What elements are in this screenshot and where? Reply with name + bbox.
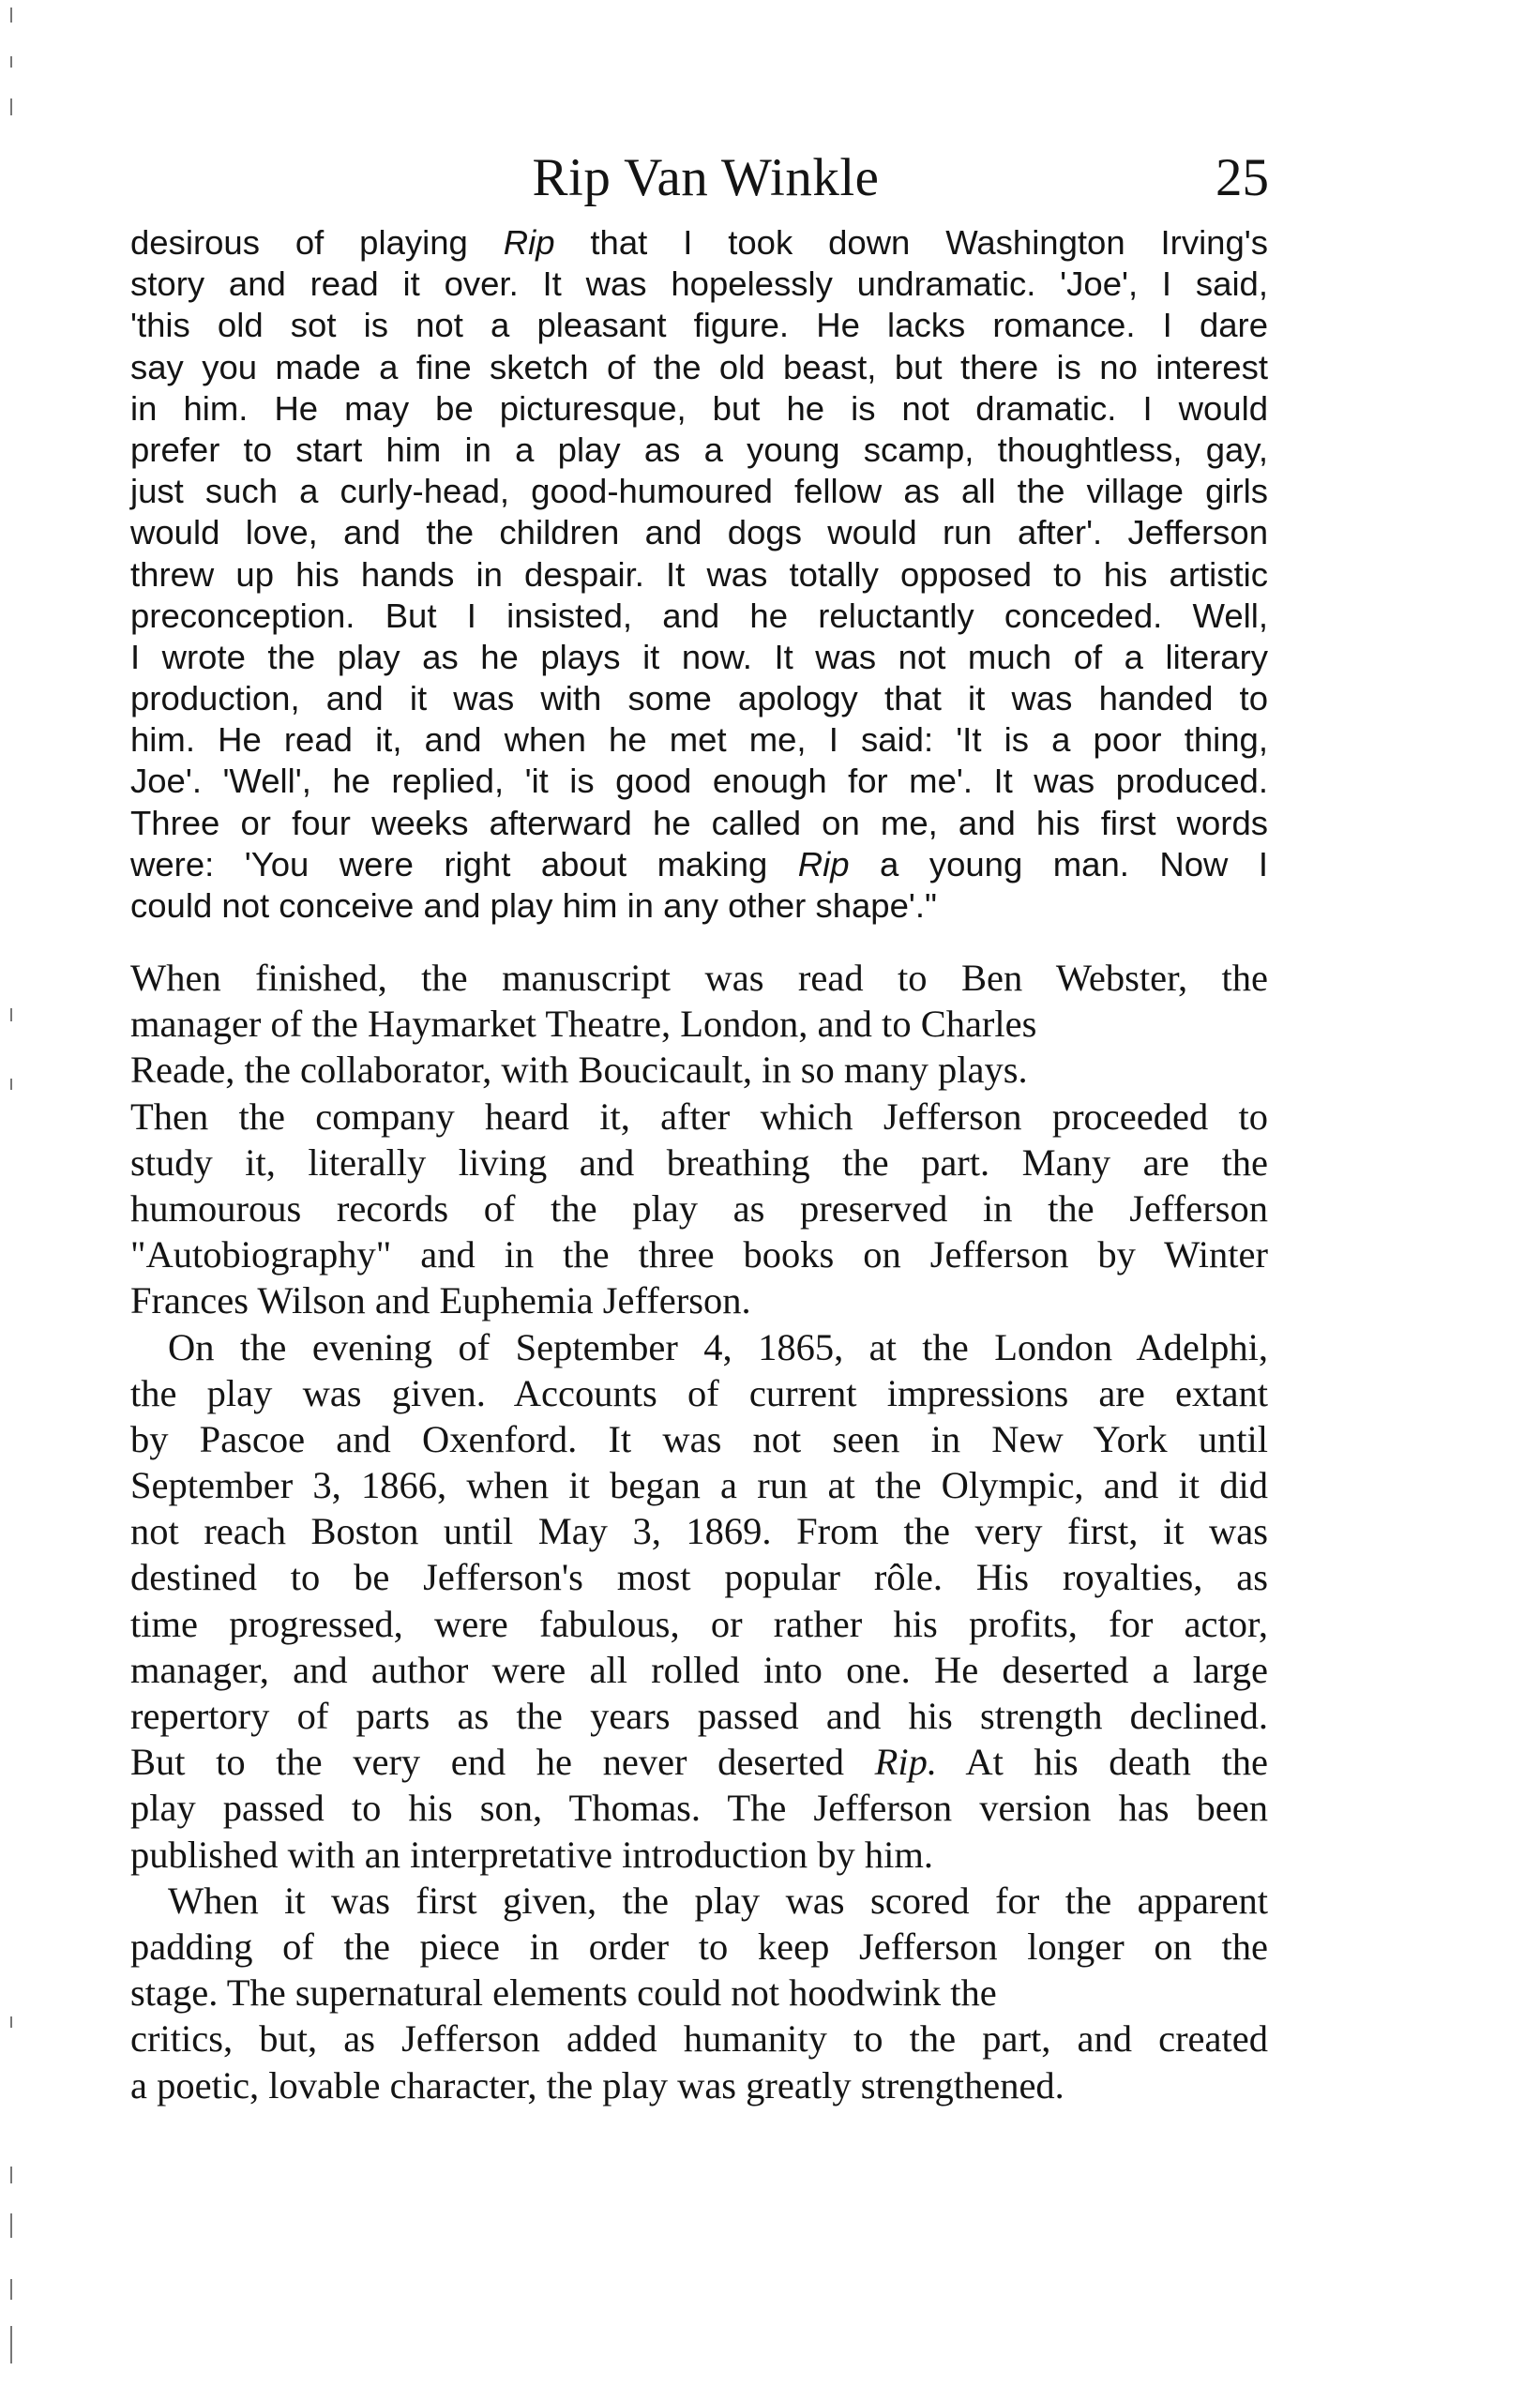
text-line: Three or four weeks afterward he called on me, and his first words [130, 803, 1268, 842]
text-line: preconception. But I insisted, and he reluctantly conceded. Well, [130, 596, 1268, 635]
text-line: "Autobiography" and in the three books on Jefferson by Winter [130, 1233, 1268, 1276]
italic-title: Rip. [874, 1741, 937, 1784]
scan-artifact [10, 2167, 12, 2183]
text-line: manager of the Haymarket Theatre, London, and to Charles [130, 1003, 1037, 1046]
text-line: just such a curly-head, good-humoured fellow as all the village girls [130, 472, 1268, 511]
scan-artifact [10, 1008, 12, 1021]
text-line: When finished, the manuscript was read to Ben Webster, the [130, 957, 1268, 999]
text-line: But to the very end he never deserted Rip. At his death the [130, 1741, 1268, 1784]
text-line: Frances Wilson and Euphemia Jefferson. [130, 1279, 751, 1322]
text-line: production, and it was with some apology that it was handed to [130, 679, 1268, 718]
text-line: time progressed, were fabulous, or rather his profits, for actor, [130, 1602, 1268, 1645]
text-line: would love, and the children and dogs would run after'. Jefferson [130, 513, 1268, 552]
text-line: were: 'You were right about making Rip a young man. Now I [130, 844, 1269, 883]
running-title: Rip Van Winkle [532, 148, 880, 207]
text-line: I wrote the play as he plays it now. It was not much of a literary [130, 637, 1268, 676]
scan-artifact [10, 2279, 12, 2300]
text-line: repertory of parts as the years passed and his strength declined. [130, 1695, 1268, 1737]
text-line: desirous of playing Rip that I took down Washington Irving's [130, 223, 1269, 262]
text-line: September 3, 1866, when it began a run at the Olympic, and it did [130, 1464, 1268, 1507]
scan-artifact [10, 8, 12, 23]
body-text [130, 955, 1268, 2108]
page-header [131, 145, 1280, 211]
text-line: When it was first given, the play was scored for the apparent [168, 1879, 1268, 1922]
text-line: study it, literally living and breathing the part. Many are the [130, 1140, 1268, 1184]
page-number: 25 [1215, 148, 1269, 207]
text-line: destined to be Jefferson's most popular rôle. His royalties, as [130, 1556, 1268, 1599]
text-line: Then the company heard it, after which Jefferson proceeded to [130, 1095, 1268, 1138]
italic-title: Rip [797, 844, 850, 883]
text-line: not reach Boston until May 3, 1869. From the very first, it was [130, 1510, 1268, 1553]
text-line: play passed to his son, Thomas. The Jefferson version has been [130, 1787, 1268, 1830]
text-line: Reade, the collaborator, with Boucicault, in so many plays. [130, 1049, 1028, 1092]
paragraph [130, 1324, 1268, 1878]
text-line: prefer to start him in a play as a young scamp, thoughtless, gay, [130, 430, 1268, 469]
paragraph [130, 1878, 1268, 2108]
scan-artifact [10, 1079, 12, 1090]
text-line: in him. He may be picturesque, but he is not dramatic. I would [130, 388, 1268, 428]
text-line: On the evening of September 4, 1865, at the London Adelphi, [168, 1325, 1268, 1368]
text-line: critics, but, as Jefferson added humanity to the part, and created [130, 2017, 1268, 2061]
text-line: him. He read it, and when he met me, I said: 'It is a poor thing, [130, 720, 1268, 760]
text-line: say you made a fine sketch of the old beast, but there is no interest [130, 347, 1268, 386]
text-line: story and read it over. It was hopelessly undramatic. 'Joe', I said, [130, 264, 1268, 304]
scan-artifact [10, 56, 12, 68]
scan-artifact [10, 2326, 12, 2363]
text-line: threw up his hands in despair. It was totally opposed to his artistic [130, 554, 1268, 594]
text-line: published with an interpretative introduction by him. [130, 1833, 933, 1876]
text-line: humourous records of the play as preserved in the Jefferson [130, 1186, 1268, 1230]
text-line: the play was given. Accounts of current impressions are extant [130, 1371, 1268, 1414]
text-line: manager, and author were all rolled into one. He deserted a large [130, 1648, 1268, 1691]
scan-artifact [10, 98, 12, 115]
text-line: padding of the piece in order to keep Jefferson longer on the [130, 1925, 1268, 1968]
text-line: 'this old sot is not a pleasant figure. He lacks romance. I dare [130, 306, 1268, 345]
text-line: could not conceive and play him in any other shape'." [130, 886, 937, 925]
scan-artifact [10, 2016, 12, 2028]
text-line: stage. The supernatural elements could not hoodwink the [130, 1971, 997, 2015]
scan-artifact [10, 2213, 12, 2238]
text-line: by Pascoe and Oxenford. It was not seen in New York until [130, 1417, 1268, 1460]
quoted-passage [130, 222, 1268, 927]
italic-title: Rip [503, 223, 555, 262]
paragraph [130, 955, 1268, 1324]
text-line: Joe'. 'Well', he replied, 'it is good enough for me'. It was produced. [130, 762, 1268, 801]
text-line: a poetic, lovable character, the play was greatly strengthened. [130, 2063, 1064, 2107]
